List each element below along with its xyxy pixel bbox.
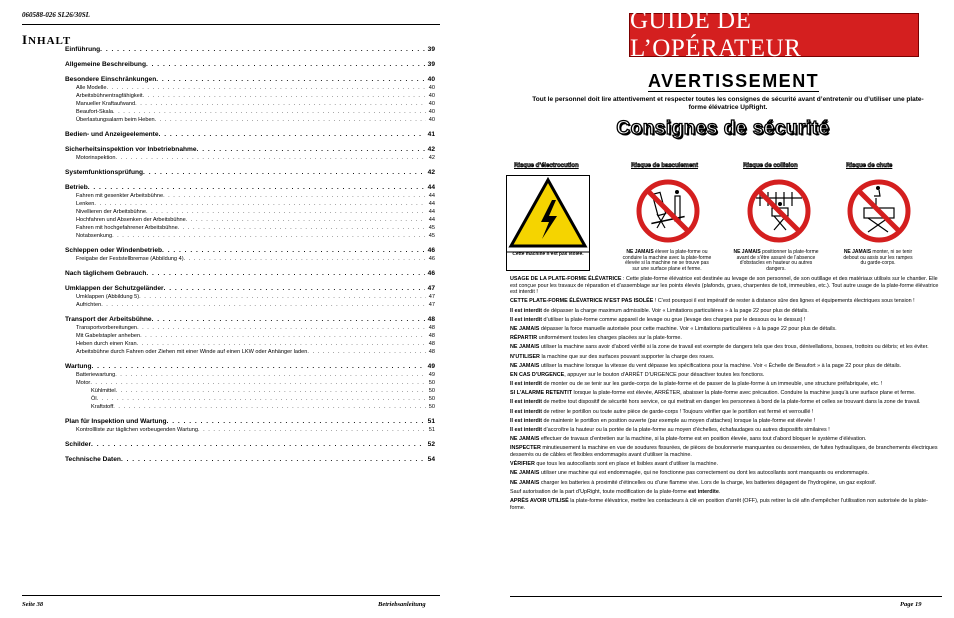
toc-page-number: 40 [427, 76, 435, 83]
tipover-description: NE JAMAIS élever la plate-forme ou conduire la machine avec la plate-forme élevée si la machine ne se trouve pas sur une surface plane et ferme. [622, 249, 712, 273]
toc-entry[interactable] [65, 332, 435, 340]
hazard-label-collision: Risque de collision [743, 163, 798, 169]
toc-page-number: 51 [428, 427, 435, 433]
safety-paragraph: Sauf autorisation de la part d’UpRight, toute modification de la plate-forme est interdite. [510, 488, 721, 495]
toc-leader-dots [159, 130, 425, 139]
toc-entry-title: Fahren mit hochgefahrener Arbeitsbühne [76, 225, 178, 231]
toc-entry[interactable] [65, 84, 435, 92]
footer-page-number: Page 19 [900, 601, 922, 608]
toc-page-number: 44 [428, 209, 435, 215]
toc-page-number: 40 [428, 93, 435, 99]
toc-entry[interactable] [65, 301, 435, 309]
toc-entry[interactable] [65, 208, 435, 216]
toc-entry-title: Alle Modelle [76, 85, 107, 91]
toc-page-number: 48 [428, 325, 435, 331]
toc-entry[interactable] [65, 395, 435, 403]
toc-leader-dots [186, 216, 426, 224]
toc-entry-title: Technische Daten [65, 456, 121, 463]
toc-leader-dots [90, 379, 425, 387]
toc-chapter[interactable] [65, 45, 435, 54]
footer-page-number: Seite 38 [22, 601, 44, 608]
safety-paragraph: Il est interdit d’accroître la hauteur ou la portée de la plate-forme au moyen d’échelles, échafaudages ou autres dispositifs similaires ! [510, 427, 830, 433]
footer-manual-name: Betriebsanleitung [378, 601, 426, 608]
hazard-label-electrocution: Risque d’électrocution [514, 163, 579, 169]
toc-entry-title: Aufrichten [76, 302, 102, 308]
right-page [488, 0, 954, 618]
tipover-warning-icon [635, 178, 701, 244]
toc-entry-title: Schleppen oder Windenbetrieb [65, 247, 163, 254]
toc-leader-dots [143, 168, 425, 177]
toc-page-number: 48 [428, 341, 435, 347]
toc-page-number: 42 [427, 169, 435, 176]
toc-leader-dots [137, 340, 426, 348]
toc-entry[interactable] [65, 324, 435, 332]
toc-entry-title: Nivellieren der Arbeitsbühne [76, 209, 146, 215]
toc-entry-title: Transportvorbereitungen [76, 325, 138, 331]
toc-entry-title: Umklappen der Schutzgeländer [65, 285, 164, 292]
safety-paragraph: Il est interdit de maintenir le portillon en position ouverte (par exemple au moyen d’attaches) lorsque la plate-forme est élevée ! [510, 417, 816, 424]
toc-page-number: 40 [428, 117, 435, 123]
toc-entry-title: Arbeitsbühnentragfähigkeit [76, 93, 143, 99]
toc-leader-dots [112, 232, 426, 240]
toc-entry[interactable] [65, 403, 435, 411]
toc-entry-title: Nach täglichem Gebrauch [65, 270, 147, 277]
safety-rules-body [510, 276, 942, 514]
toc-page-number: 40 [428, 101, 435, 107]
toc-page-number: 45 [428, 233, 435, 239]
safety-paragraph: N’UTILISER la machine que sur des surfaces pouvant supporter la charge des roues. [510, 353, 715, 360]
toc-leader-dots [135, 100, 426, 108]
toc-entry[interactable] [65, 340, 435, 348]
document-id: 060588-026 SL26/30SL [22, 11, 90, 19]
toc-leader-dots [152, 315, 425, 324]
toc-page-number: 50 [428, 380, 435, 386]
toc-entry-title: Notabsenkung [76, 233, 113, 239]
toc-page-number: 46 [428, 256, 435, 262]
toc-entry-title: Bedien- und Anzeigeelemente [65, 131, 159, 138]
toc-page-number: 54 [427, 456, 435, 463]
toc-chapter[interactable] [65, 130, 435, 139]
toc-entry-title: Heben durch einen Kran [76, 341, 137, 347]
toc-page-number: 49 [427, 363, 435, 370]
safety-paragraph: APRÈS AVOIR UTILISÉ la plate-forme élévatrice, mettre les contacteurs à clé en position d’arrêt (OFF), puis retirer la clé afin d’empêcher l’utilisation non autorisée de la plate-forme. [510, 497, 928, 511]
toc-entry-title: Motorinspektion [76, 155, 116, 161]
toc-leader-dots [94, 200, 425, 208]
toc-entry-title: Sicherheitsinspektion vor Inbetriebnahme [65, 146, 197, 153]
toc-entry-title: Allgemeine Beschreibung [65, 61, 146, 68]
safety-paragraph: NE JAMAIS utiliser la machine lorsque la vitesse du vent dépasse les spécifications pour la machine. Voir « Échelle de Beaufort » à la page 22 pour plus de détails. [510, 362, 902, 369]
toc-chapter[interactable] [65, 315, 435, 324]
section-title: INHALT [22, 32, 72, 47]
toc-leader-dots [146, 208, 426, 216]
toc-entry-title: Lenken [76, 201, 95, 207]
toc-leader-dots [167, 417, 425, 426]
toc-page-number: 46 [427, 270, 435, 277]
toc-entry-title: Öl [91, 396, 97, 402]
toc-leader-dots [113, 403, 425, 411]
toc-chapter[interactable] [65, 440, 435, 449]
toc-entry-title: Wartung [65, 363, 92, 370]
toc-leader-dots [88, 183, 425, 192]
toc-leader-dots [92, 362, 425, 371]
page-title: GUIDE DE L’OPÉRATEUR [629, 13, 919, 57]
toc-chapter[interactable] [65, 60, 435, 69]
toc-leader-dots [178, 224, 426, 232]
toc-entry-title: Fahren mit gesenkter Arbeitsbühne [76, 193, 164, 199]
toc-leader-dots [164, 284, 425, 293]
safety-paragraph: NE JAMAIS utiliser la machine sans avoir d’abord vérifié si la zone de travail est exempte de dangers tels que des trous, dénivellations, bosses, trottoirs ou débris; et les éviter. [510, 344, 929, 351]
safety-paragraph: CETTE PLATE-FORME ÉLÉVATRICE N’EST PAS ISOLÉE ! C’est pourquoi il est impératif de rester à distance sûre des lignes et équipements électriques sous tension ! [510, 298, 915, 305]
toc-page-number: 42 [428, 155, 435, 161]
safety-paragraph: EN CAS D’URGENCE, appuyer sur le bouton d’ARRÊT D’URGENCE pour désactiver toutes les fonctions. [510, 371, 765, 378]
toc-entry[interactable] [65, 426, 435, 434]
toc-leader-dots [137, 324, 426, 332]
toc-page-number: 44 [428, 201, 435, 207]
toc-page-number: 51 [427, 418, 435, 425]
toc-entry[interactable] [65, 100, 435, 108]
toc-page-number: 44 [428, 217, 435, 223]
toc-leader-dots [106, 84, 425, 92]
footer-rule [22, 595, 440, 596]
toc-entry[interactable] [65, 116, 435, 124]
safety-paragraph: NE JAMAIS dépasser la force manuelle autorisée pour cette machine. Voir « Limitations particulières » à la page 22 pour plus de détails. [510, 325, 837, 332]
toc-leader-dots [307, 348, 425, 356]
toc-leader-dots [97, 395, 426, 403]
toc-page-number: 50 [428, 388, 435, 394]
toc-page-number: 44 [428, 193, 435, 199]
toc-page-number: 48 [428, 349, 435, 355]
toc-entry[interactable] [65, 200, 435, 208]
toc-entry-title: Beaufort-Skala [76, 109, 114, 115]
toc-entry-title: Systemfunktionsprüfung [65, 169, 144, 176]
toc-entry-title: Überlastungsalarm beim Heben [76, 117, 155, 123]
toc-leader-dots [156, 75, 424, 84]
toc-page-number: 49 [428, 372, 435, 378]
toc-entry-title: Transport der Arbeitsbühne [65, 316, 152, 323]
toc-entry[interactable] [65, 348, 435, 356]
left-page [0, 0, 448, 618]
toc-leader-dots [100, 45, 424, 54]
safety-paragraph: Il est interdit de retirer le portillon ou toute autre pièce de garde-corps ! Toujours vérifier que le portillon est fermé et verrouillé ! [510, 408, 814, 415]
safety-paragraph: RÉPARTIR uniformément toutes les charges placées sur la plate-forme. [510, 335, 682, 342]
toc-leader-dots [115, 371, 426, 379]
toc-page-number: 45 [428, 225, 435, 231]
toc-chapter[interactable] [65, 284, 435, 293]
toc-page-number: 47 [428, 294, 435, 300]
safety-paragraph: NE JAMAIS effectuer de travaux d’entretien sur la machine, si la plate-forme est en position élevée, sans tout d’abord bloquer le système d’élévation. [510, 436, 867, 443]
toc-entry[interactable] [65, 255, 435, 263]
toc-leader-dots [116, 387, 426, 395]
toc-chapter[interactable] [65, 75, 435, 84]
footer-rule [510, 596, 942, 597]
table-of-contents [65, 45, 435, 464]
toc-entry[interactable] [65, 108, 435, 116]
toc-entry-title: Freigabe der Feststellbremse (Abbildung 4) [76, 256, 184, 262]
safety-paragraph: Il est interdit de monter ou de se tenir sur les garde-corps de la plate-forme et de passer de la plate-forme à un immeuble, une structure préfabriquée, etc. ! [510, 381, 883, 388]
hazard-label-fall: Risque de chute [846, 163, 893, 169]
toc-leader-dots [116, 154, 426, 162]
hazard-label-tipover: Risque de basculement [631, 163, 699, 169]
toc-entry-title: Mit Gabelstapler anheben [76, 333, 141, 339]
toc-leader-dots [146, 269, 424, 278]
toc-entry[interactable] [65, 371, 435, 379]
toc-leader-dots [197, 145, 425, 154]
safety-paragraph: Il est interdit d’utiliser la plate-forme comme appareil de levage ou grue (levage des charges par le dessous ou le dessus) ! [510, 316, 806, 323]
toc-entry-title: Kühlmittel [91, 388, 116, 394]
toc-leader-dots [121, 455, 425, 464]
toc-page-number: 44 [427, 184, 435, 191]
toc-entry-title: Motor [76, 380, 91, 386]
toc-entry[interactable] [65, 387, 435, 395]
toc-page-number: 46 [427, 247, 435, 254]
toc-entry[interactable] [65, 92, 435, 100]
toc-page-number: 41 [427, 131, 435, 138]
toc-page-number: 48 [428, 333, 435, 339]
toc-leader-dots [184, 255, 426, 263]
toc-entry-title: Batteriewartung [76, 372, 116, 378]
toc-leader-dots [140, 332, 426, 340]
toc-entry-title: Plan für Inspektion und Wartung [65, 418, 167, 425]
toc-entry-title: Besondere Einschränkungen [65, 76, 157, 83]
toc-page-number: 42 [427, 146, 435, 153]
toc-leader-dots [143, 92, 426, 100]
toc-entry-title: Arbeitsbühne durch Fahren oder Ziehen mit einer Winde auf einen LKW oder Anhänger laden [76, 349, 308, 355]
toc-chapter[interactable] [65, 362, 435, 371]
toc-leader-dots [146, 60, 425, 69]
toc-entry[interactable] [65, 192, 435, 200]
toc-leader-dots [101, 301, 426, 309]
toc-entry-title: Hochfahren und Absenken der Arbeitsbühne [76, 217, 186, 223]
warning-title: AVERTISSEMENT [648, 71, 820, 91]
toc-leader-dots [198, 426, 426, 434]
warning-text: Tout le personnel doit lire attentivement et respecter toutes les consignes de sécurité avant d’entretenir ou d’utiliser une plate-forme élévatrice UpRight. [532, 96, 924, 111]
toc-page-number: 40 [428, 109, 435, 115]
header-rule [22, 24, 440, 25]
safety-paragraph: INSPECTER minutieusement la machine en vue de soudures fissurées, de pièces de boulonnerie manquantes ou desserrées, de fuites hydrauliques, de branchements électriques desserrés ou de câbles et flexibles endommagés avant d’utiliser la machine. [510, 445, 938, 458]
toc-leader-dots [113, 108, 426, 116]
toc-entry-title: Betrieb [65, 184, 88, 191]
toc-entry-title: Kraftstoff [91, 404, 114, 410]
toc-page-number: 52 [427, 441, 435, 448]
electrocution-caption: Cette machine n’est pas isolée. [512, 252, 584, 257]
safety-paragraph: USAGE DE LA PLATE-FORME ÉLÉVATRICE : Cette plate-forme élévatrice est destinée au levage de son personnel, de son outillage et des matériaux utilisés sur le chantier. Elle est conçue pour les travaux de réparation et d’assemblage sur les points élevés (plafonds, grues, charpentes de toit, immeubles, etc.). Tout autre usage de la plate-forme élévatrice est interdit ! [510, 276, 939, 296]
toc-entry[interactable] [65, 232, 435, 240]
toc-entry-title: Umklappen (Abbildung 5) [76, 294, 140, 300]
toc-page-number: 39 [427, 61, 435, 68]
toc-page-number: 48 [427, 316, 435, 323]
toc-entry[interactable] [65, 216, 435, 224]
toc-chapter[interactable] [65, 455, 435, 464]
safety-paragraph: NE JAMAIS charger les batteries à proximité d’étincelles ou d’une flamme vive. Lors de la charge, les batteries dégagent de l’hydrogène, un gaz explosif. [510, 479, 877, 486]
safety-title: Consignes de sécurité [616, 118, 830, 139]
fall-description: NE JAMAIS monter, ni se tenir debout ou assis sur les rampes du garde-corps. [843, 249, 913, 267]
toc-leader-dots [155, 116, 426, 124]
safety-paragraph: Il est interdit de dépasser la charge maximum admissible. Voir « Limitations particulières » à la page 22 pour plus de détails. [510, 307, 809, 314]
toc-chapter[interactable] [65, 168, 435, 177]
toc-entry-title: Einführung [65, 46, 101, 53]
toc-chapter[interactable] [65, 269, 435, 278]
toc-chapter[interactable] [65, 145, 435, 154]
safety-paragraph: SI L’ALARME RETENTIT lorsque la plate-forme est élevée, ARRÊTER, abaisser la plate-forme avec précaution. Conduire la machine jusqu’à une surface plane et ferme. [510, 390, 916, 397]
collision-warning-icon [746, 178, 812, 244]
toc-entry[interactable] [65, 379, 435, 387]
toc-leader-dots [139, 293, 426, 301]
toc-entry-title: Manueller Kraftaufwand [76, 101, 136, 107]
toc-entry[interactable] [65, 224, 435, 232]
toc-chapter[interactable] [65, 246, 435, 255]
toc-page-number: 40 [428, 85, 435, 91]
fall-warning-icon [846, 178, 912, 244]
toc-page-number: 50 [428, 404, 435, 410]
toc-chapter[interactable] [65, 183, 435, 192]
toc-page-number: 47 [427, 285, 435, 292]
safety-paragraph: NE JAMAIS utiliser une machine qui est endommagée, qui ne fonctionne pas correctement ou dont les autocollants sont manquants ou endommagés. [510, 470, 869, 477]
toc-entry-title: Kontrollliste zur täglichen vorbeugenden Wartung [76, 427, 198, 433]
toc-leader-dots [91, 440, 425, 449]
toc-page-number: 39 [427, 46, 435, 53]
toc-page-number: 50 [428, 396, 435, 402]
toc-leader-dots [162, 246, 425, 255]
collision-description: NE JAMAIS positionner la plate-forme avant de s’être assuré de l’absence d’obstacles en hauteur ou autres dangers. [733, 249, 819, 273]
toc-leader-dots [163, 192, 426, 200]
toc-entry[interactable] [65, 154, 435, 162]
toc-entry[interactable] [65, 293, 435, 301]
toc-entry-title: Schilder [65, 441, 92, 448]
safety-paragraph: Il est interdit de mettre tout dispositif de sécurité hors service, ce qui mettrait en danger les personnes à bord de la plate-forme et celles se trouvant dans la zone de travail. [510, 399, 921, 406]
safety-paragraph: VÉRIFIER que tous les autocollants sont en place et lisibles avant d’utiliser la machine. [510, 461, 718, 468]
toc-page-number: 47 [428, 302, 435, 308]
toc-chapter[interactable] [65, 417, 435, 426]
